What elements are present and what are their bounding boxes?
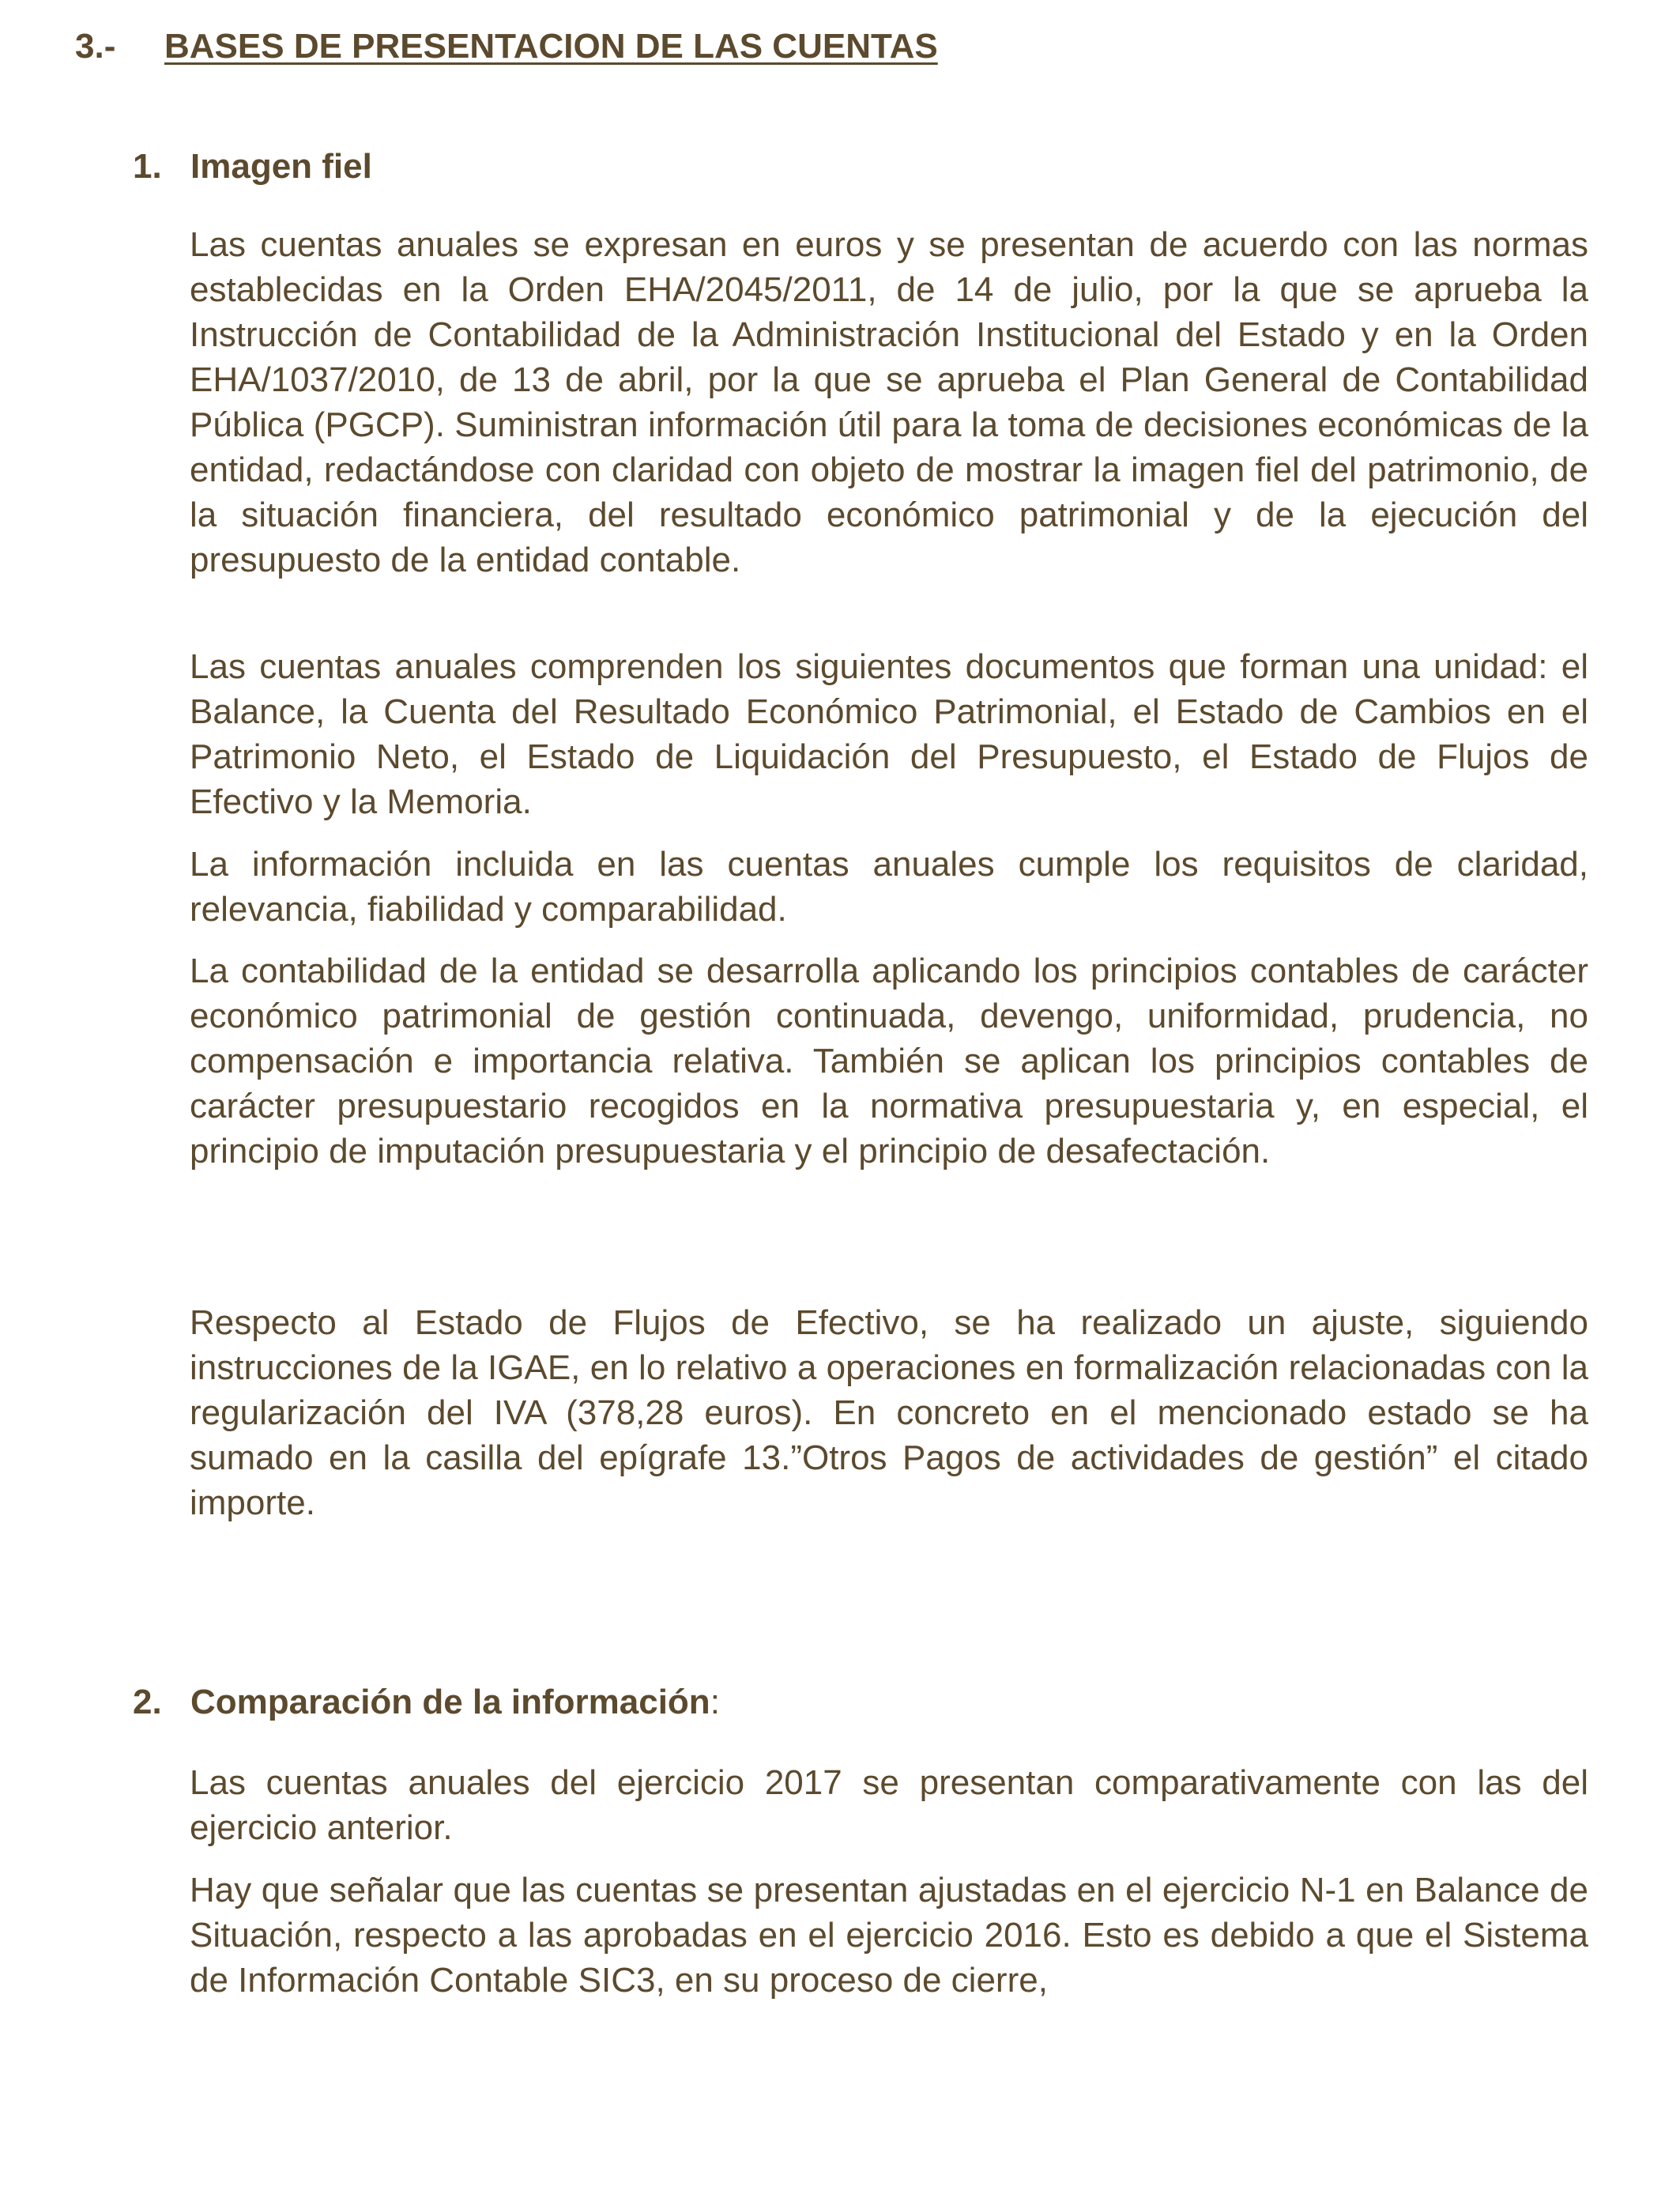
subsection-heading-comparacion: [133, 1679, 720, 1725]
paragraph-comparacion-1: Las cuentas anuales del ejercicio 2017 se presentan comparativamente con las del ejercicio anterior.: [190, 1763, 1588, 1847]
subsection-title: Imagen fiel: [190, 147, 372, 186]
subsection-title: Comparación de la información: [190, 1683, 710, 1721]
subsection-heading-imagen-fiel: [133, 144, 372, 190]
subsection-number: 1.: [133, 147, 162, 186]
subsection-number: 2.: [133, 1683, 162, 1721]
section-title: BASES DE PRESENTACION DE LAS CUENTAS: [164, 27, 938, 66]
paragraph-imagen-fiel-5: Respecto al Estado de Flujos de Efectivo, se ha realizado un ajuste, siguiendo instrucciones de la IGAE, en lo relativo a operaciones en formalización relacionadas con la regularización del IVA (378,28 euros). En concreto en el mencionado estado se ha sumado en la casilla del epígrafe 13.”Otros Pagos de actividades de gestión” el citado importe.: [190, 1303, 1588, 1522]
subsection-title-colon: :: [710, 1683, 720, 1721]
section-number: 3.-: [75, 27, 116, 66]
paragraph-imagen-fiel-4: La contabilidad de la entidad se desarrolla aplicando los principios contables de carácter económico patrimonial de gestión continuada, devengo, uniformidad, prudencia, no compensación e importancia relativa. También se aplican los principios contables de carácter presupuestario recogidos en la normativa presupuestaria y, en especial, el principio de imputación presupuestaria y el principio de desafectación.: [190, 952, 1588, 1171]
paragraph-imagen-fiel-2: Las cuentas anuales comprenden los siguientes documentos que forman una unidad: el Balance, la Cuenta del Resultado Económico Patrimonial, el Estado de Cambios en el Patrimonio Neto, el Estado de Liquidación del Presupuesto, el Estado de Flujos de Efectivo y la Memoria.: [190, 647, 1588, 821]
paragraph-imagen-fiel-1: Las cuentas anuales se expresan en euros y se presentan de acuerdo con las normas establecidas en la Orden EHA/2045/2011, de 14 de julio, por la que se aprueba la Instrucción de Contabilidad de la Administración Institucional del Estado y en la Orden EHA/1037/2010, de 13 de abril, por la que se aprueba el Plan General de Contabilidad Pública (PGCP). Suministran información útil para la toma de decisiones económicas de la entidad, redactándose con claridad con objeto de mostrar la imagen fiel del patrimonio, de la situación financiera, del resultado económico patrimonial y de la ejecución del presupuesto de la entidad contable.: [190, 225, 1588, 579]
paragraph-imagen-fiel-3: La información incluida en las cuentas anuales cumple los requisitos de claridad, relevancia, fiabilidad y comparabilidad.: [190, 845, 1588, 929]
paragraph-comparacion-2: Hay que señalar que las cuentas se presentan ajustadas en el ejercicio N-1 en Balance de Situación, respecto a las aprobadas en el ejercicio 2016. Esto es debido a que el Sistema de Información Contable SIC3, en su proceso de cierre,: [190, 1871, 1588, 2000]
section-heading: [75, 24, 938, 70]
